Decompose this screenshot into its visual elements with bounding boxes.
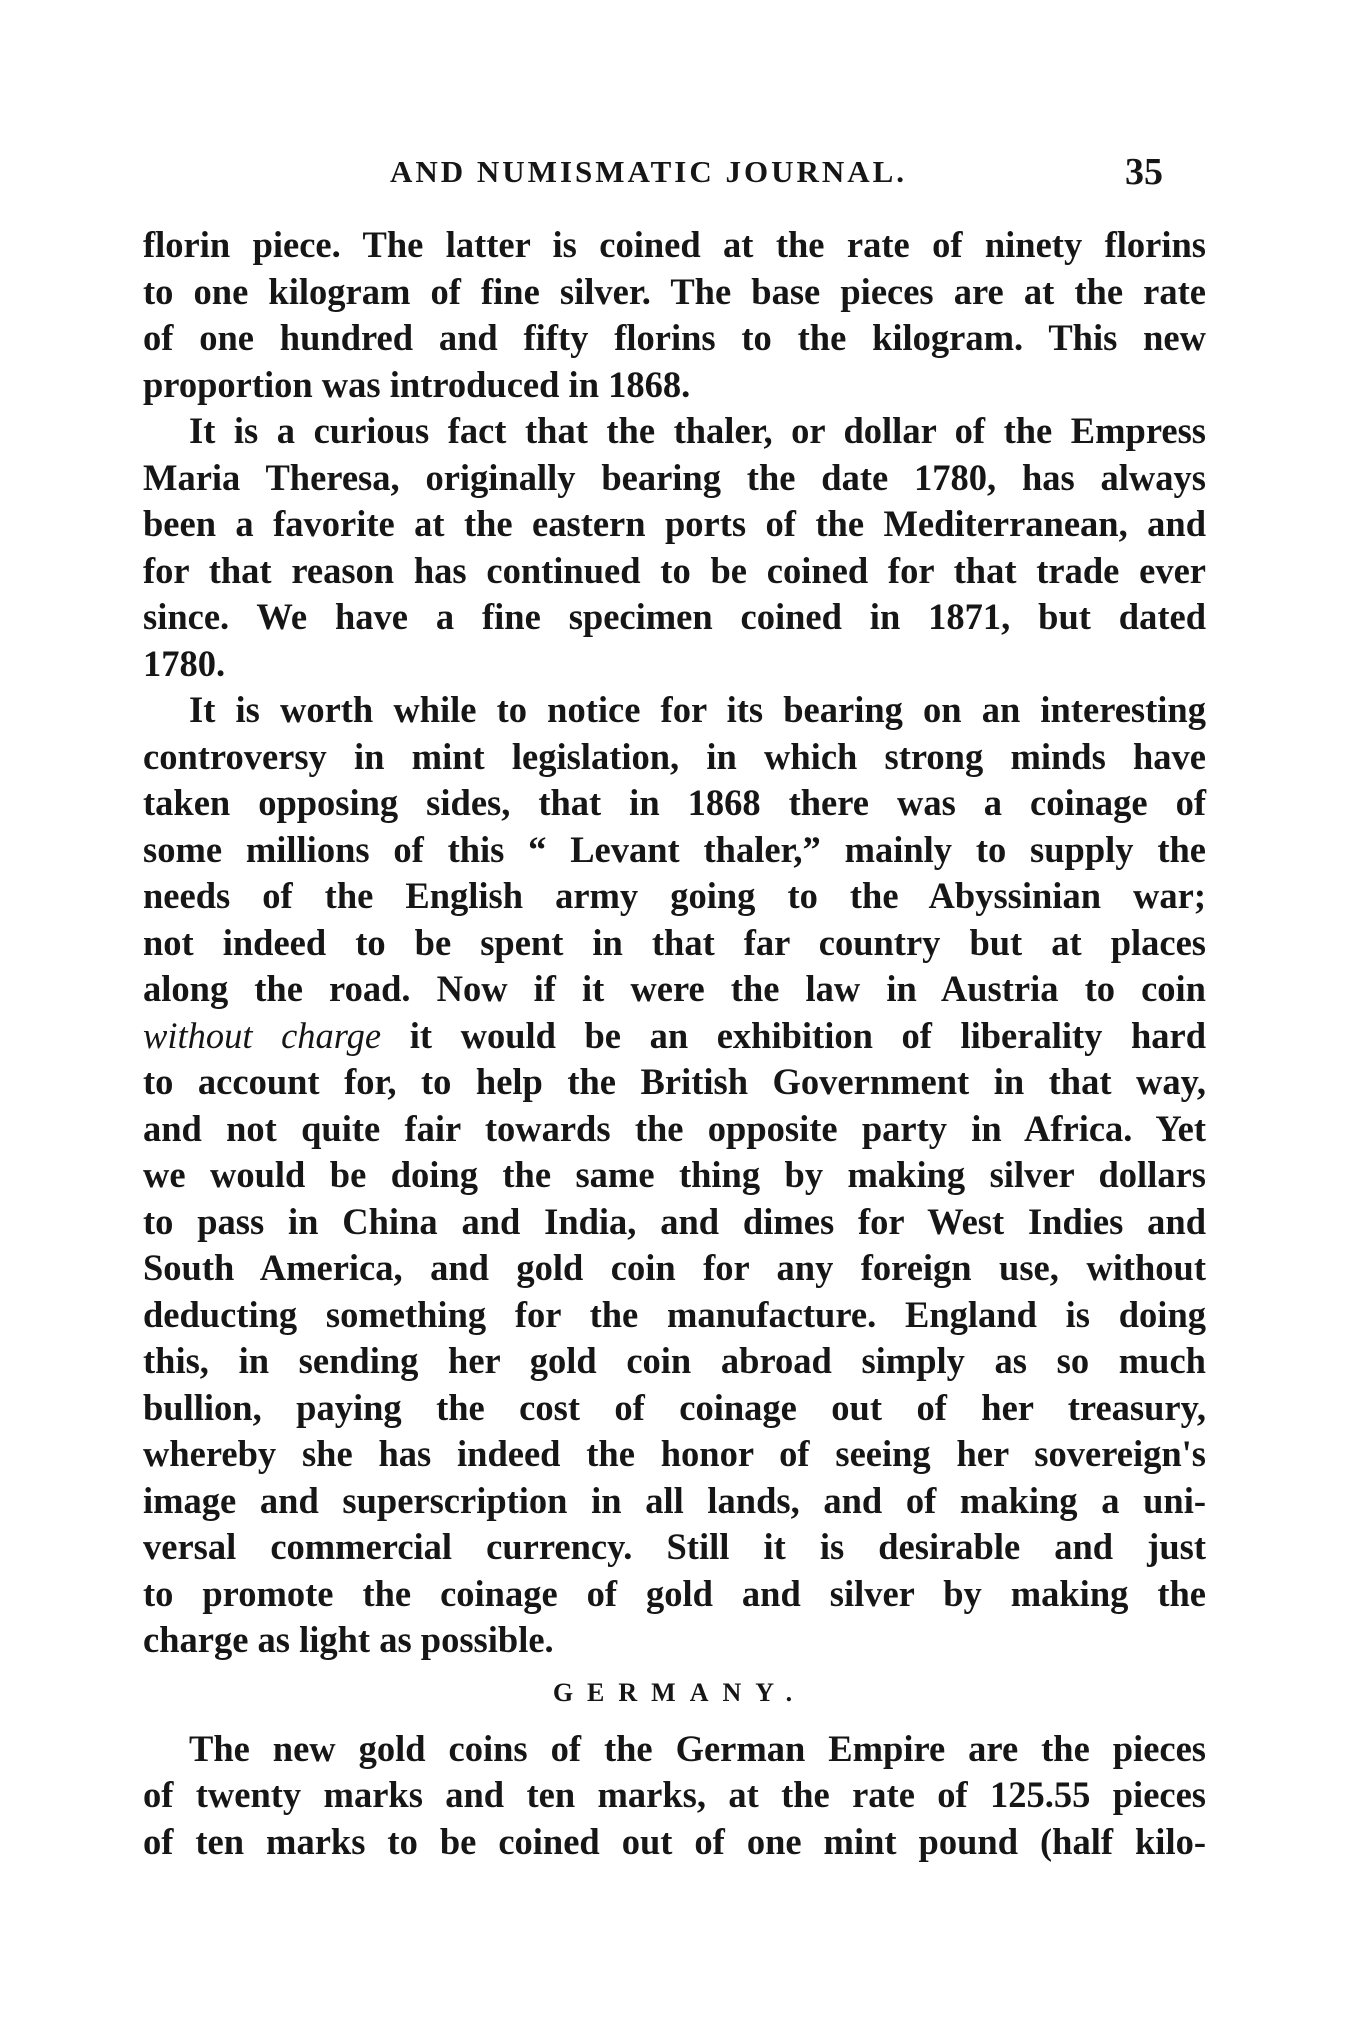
text-line bbox=[143, 1013, 1206, 1060]
running-title: AND NUMISMATIC JOURNAL. bbox=[390, 154, 908, 189]
text-line: It is a curious fact that the thaler, or dollar of the Empress bbox=[189, 410, 1206, 451]
text-line: to account for, to help the British Government in that way, bbox=[143, 1061, 1206, 1102]
text-line: whereby she has indeed the honor of seeing her sovereign's bbox=[143, 1433, 1206, 1474]
text-line: controversy in mint legislation, in which strong minds have bbox=[143, 735, 1206, 777]
text-line: this, in sending her gold coin abroad simply as so much bbox=[143, 1340, 1206, 1381]
text-line: charge as light as possible. bbox=[143, 1619, 554, 1660]
text-line: since. We have a fine specimen coined in 1871, but dated bbox=[143, 596, 1206, 637]
text-line: proportion was introduced in 1868. bbox=[143, 363, 691, 405]
page-header bbox=[0, 148, 1359, 198]
text-line: not indeed to be spent in that far country but at places bbox=[143, 921, 1206, 963]
text-line: along the road. Now if it were the law in Austria to coin bbox=[143, 968, 1206, 1009]
text-span: it would be an exhibition of liberality hard bbox=[409, 1014, 1207, 1056]
text-line: bullion, paying the cost of coinage out of her treasury, bbox=[143, 1386, 1206, 1428]
text-line: 1780. bbox=[143, 642, 226, 684]
text-line: Maria Theresa, originally bearing the date 1780, has always bbox=[143, 456, 1206, 498]
text-line: of twenty marks and ten marks, at the rate of 125.55 pieces bbox=[143, 1774, 1206, 1815]
text-line: deducting something for the manufacture. England is doing bbox=[143, 1293, 1206, 1335]
text-line: It is worth while to notice for its bearing on an interesting bbox=[189, 689, 1206, 730]
section-heading: GERMANY. bbox=[552, 1677, 807, 1707]
text-line: The new gold coins of the German Empire are the pieces bbox=[189, 1727, 1206, 1769]
text-line: and not quite fair towards the opposite party in Africa. Yet bbox=[143, 1107, 1206, 1149]
text-line: to pass in China and India, and dimes for West Indies and bbox=[143, 1200, 1206, 1242]
text-line: taken opposing sides, that in 1868 there was a coinage of bbox=[143, 782, 1206, 823]
text-line: image and superscription in all lands, and of making a uni- bbox=[143, 1479, 1206, 1521]
text-line: South America, and gold coin for any foreign use, without bbox=[143, 1247, 1206, 1288]
text-line: of ten marks to be coined out of one mint pound (half kilo- bbox=[143, 1820, 1206, 1862]
text-line: for that reason has continued to be coined for that trade ever bbox=[143, 549, 1206, 591]
text-line: some millions of this “ Levant thaler,” mainly to supply the bbox=[143, 828, 1206, 870]
text-line: versal commercial currency. Still it is desirable and just bbox=[143, 1526, 1206, 1567]
text-line: florin piece. The latter is coined at the rate of ninety florins bbox=[143, 224, 1206, 265]
text-line: of one hundred and fifty florins to the kilogram. This new bbox=[143, 317, 1206, 358]
text-line: to one kilogram of fine silver. The base pieces are at the rate bbox=[143, 270, 1206, 312]
text-line: needs of the English army going to the Abyssinian war; bbox=[143, 875, 1206, 916]
body-text bbox=[143, 222, 1206, 1865]
page-number: 35 bbox=[1125, 151, 1163, 193]
text-line: been a favorite at the eastern ports of the Mediterranean, and bbox=[143, 503, 1206, 544]
text-line: to promote the coinage of gold and silver by making the bbox=[143, 1572, 1206, 1614]
text-line: we would be doing the same thing by making silver dollars bbox=[143, 1154, 1206, 1195]
italic-phrase: without charge bbox=[143, 1014, 382, 1056]
